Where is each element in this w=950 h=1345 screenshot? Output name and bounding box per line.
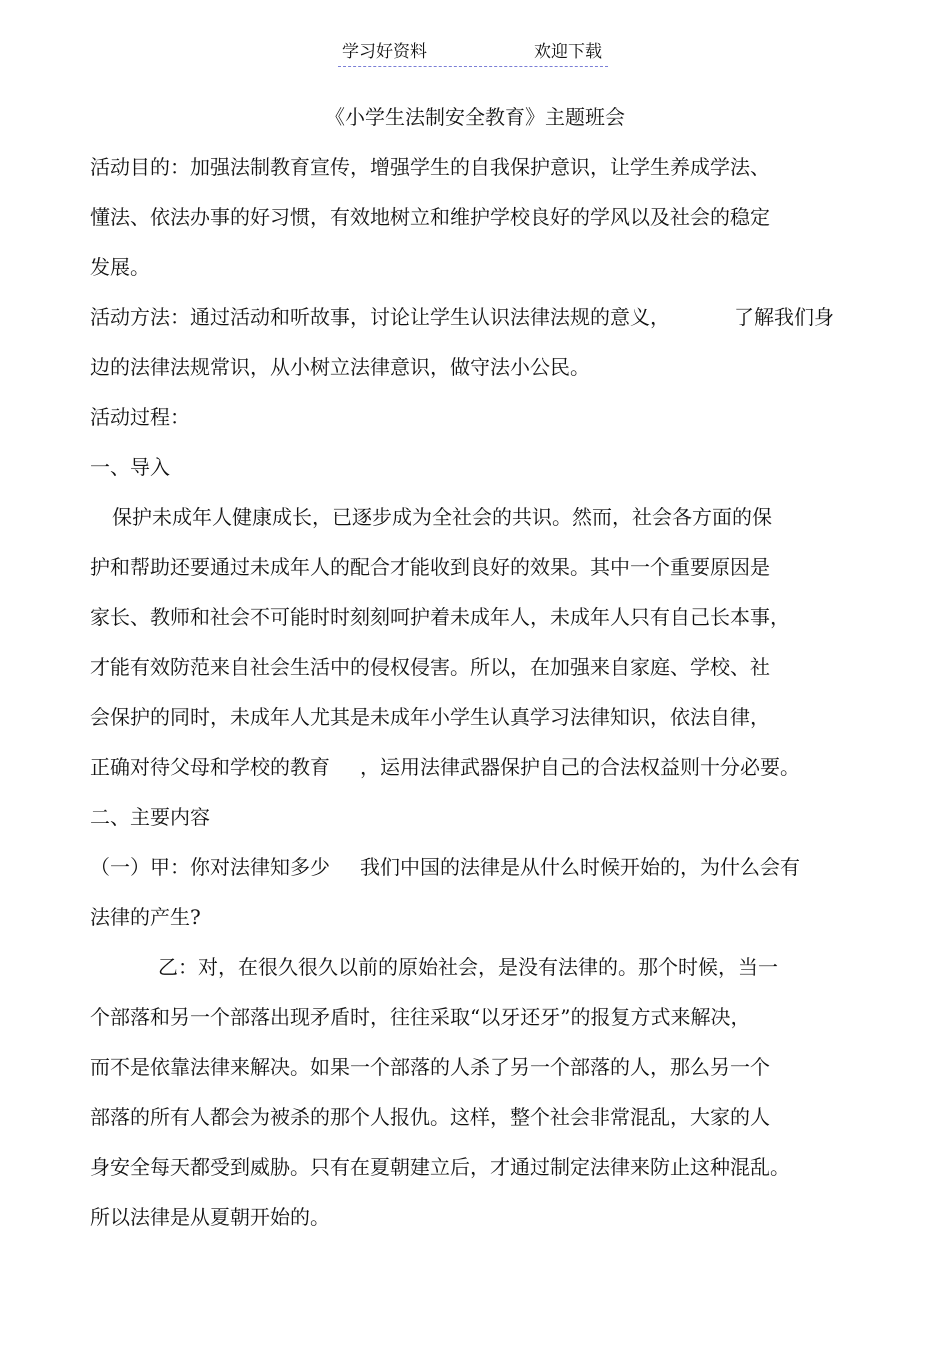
- answer-line-2: 个部落和另一个部落出现矛盾时，往往采取“以牙还牙”的报复方式来解决，: [90, 1005, 751, 1029]
- header-left-text: 学习好资料: [342, 42, 427, 62]
- intro-line-1: 保护未成年人健康成长，已逐步成为全社会的共识。然而，社会各方面的保: [112, 505, 772, 529]
- answer-line-4: 部落的所有人都会为被杀的那个人报仇。这样，整个社会非常混乱，大家的人: [90, 1105, 770, 1129]
- method-line-1a: 活动方法：通过活动和听故事，讨论让学生认识法律法规的意义，: [90, 305, 670, 329]
- section-2-heading: 二、主要内容: [90, 805, 210, 829]
- answer-line-6: 所以法律是从夏朝开始的。: [90, 1205, 330, 1229]
- purpose-line-3: 发展。: [90, 255, 150, 279]
- intro-line-2: 护和帮助还要通过未成年人的配合才能收到良好的效果。其中一个重要原因是: [90, 555, 770, 579]
- intro-line-3: 家长、教师和社会不可能时时刻刻呵护着未成年人，未成年人只有自己长本事，: [90, 605, 790, 629]
- page-header: [338, 40, 608, 67]
- question-line-2: 法律的产生?: [90, 905, 201, 929]
- document-title: 《小学生法制安全教育》主题班会: [325, 105, 625, 129]
- method-line-2: 边的法律法规常识，从小树立法律意识，做守法小公民。: [90, 355, 590, 379]
- process-heading: 活动过程：: [90, 405, 190, 429]
- method-line-1: [90, 302, 834, 332]
- intro-line-6b: ，运用法律武器保护自己的合法权益则十分必要。: [360, 755, 800, 779]
- intro-line-5: 会保护的同时，未成年人尤其是未成年小学生认真学习法律知识，依法自律，: [90, 705, 770, 729]
- question-line-1: [90, 852, 800, 882]
- question-line-1a: （一）甲：你对法律知多少: [90, 855, 330, 879]
- intro-line-4: 才能有效防范来自社会生活中的侵权侵害。所以，在加强来自家庭、学校、社: [90, 655, 770, 679]
- purpose-line-1: 活动目的：加强法制教育宣传，增强学生的自我保护意识，让学生养成学法、: [90, 155, 770, 179]
- purpose-line-2: 懂法、依法办事的好习惯，有效地树立和维护学校良好的学风以及社会的稳定: [90, 205, 770, 229]
- method-line-1b: 了解我们身: [734, 305, 834, 329]
- intro-line-6a: 正确对待父母和学校的教育: [90, 755, 330, 779]
- answer-line-5: 身安全每天都受到威胁。只有在夏朝建立后，才通过制定法律来防止这种混乱。: [90, 1155, 790, 1179]
- intro-line-6: [90, 752, 800, 782]
- header-right-text: 欢迎下载: [534, 42, 602, 62]
- answer-line-3: 而不是依靠法律来解决。如果一个部落的人杀了另一个部落的人，那么另一个: [90, 1055, 770, 1079]
- question-line-1b: 我们中国的法律是从什么时候开始的，为什么会有: [360, 855, 800, 879]
- section-1-heading: 一、导入: [90, 455, 170, 479]
- answer-line-1: 乙：对，在很久很久以前的原始社会，是没有法律的。那个时候，当一: [158, 955, 778, 979]
